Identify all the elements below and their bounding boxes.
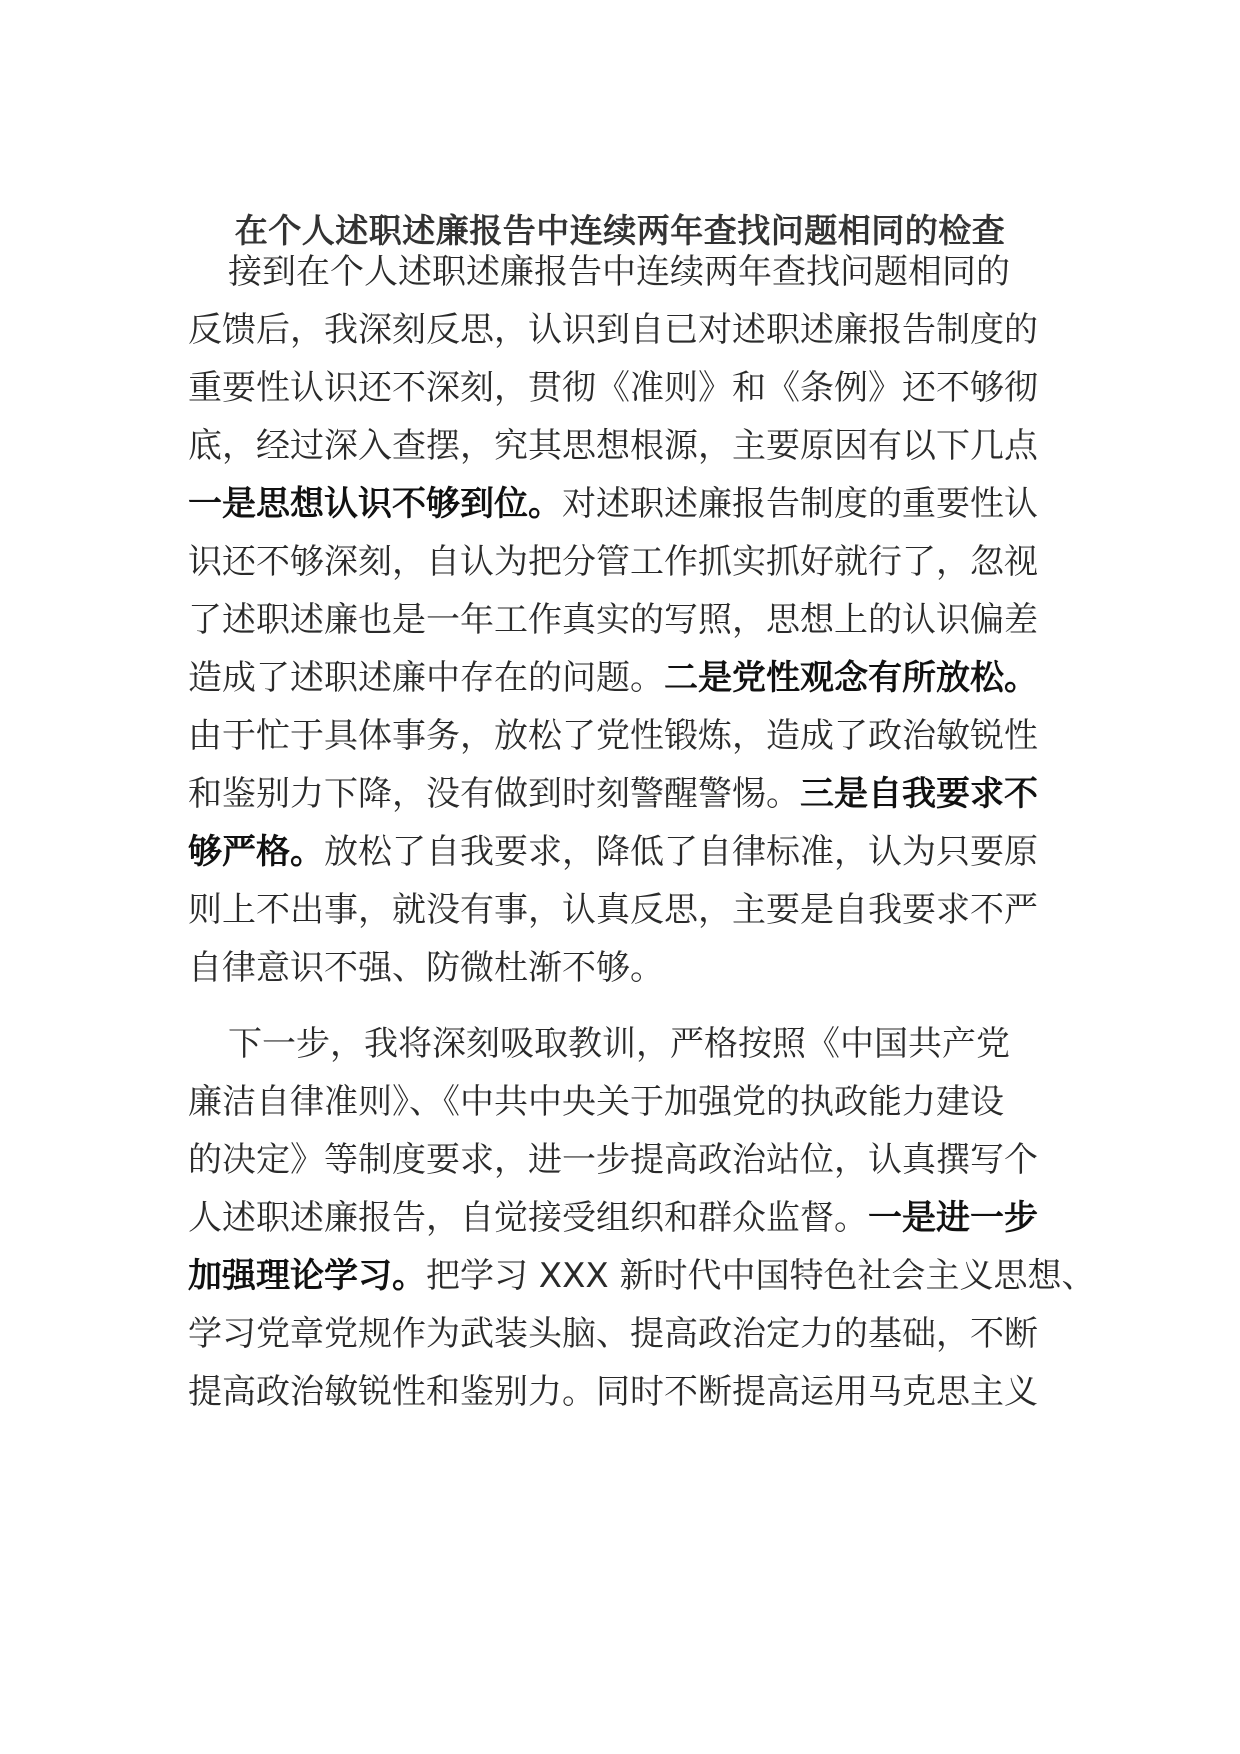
text-line: 和鉴别力下降，没有做到时刻警醒警惕。三是自我要求不: [188, 774, 1038, 814]
text-line: 下一步，我将深刻吸取教训，严格按照《中国共产党: [228, 1024, 1010, 1064]
text-line: 由于忙于具体事务，放松了党性锻炼，造成了政治敏锐性: [188, 716, 1038, 756]
text-line: 加强理论学习。把学习 XXX 新时代中国特色社会主义思想、: [188, 1256, 1096, 1296]
bold-heading: 三是自我要求不: [800, 774, 1038, 814]
text-line: 自律意识不强、防微杜渐不够。: [188, 948, 664, 988]
text-line: 接到在个人述职述廉报告中连续两年查找问题相同的: [228, 252, 1010, 292]
text-line: 造成了述职述廉中存在的问题。二是党性观念有所放松。: [188, 658, 1038, 698]
text-line: 则上不出事，就没有事，认真反思，主要是自我要求不严: [188, 890, 1038, 930]
document-title: 在个人述职述廉报告中连续两年查找问题相同的检查: [234, 211, 1006, 250]
bold-heading: 加强理论学习。: [188, 1256, 426, 1296]
bold-heading: 二是党性观念有所放松。: [664, 658, 1038, 698]
bold-heading: 一是进一步: [868, 1198, 1038, 1238]
bold-heading: 够严格。: [188, 832, 324, 872]
text-line: 识还不够深刻，自认为把分管工作抓实抓好就行了，忽视: [188, 542, 1038, 582]
text-line: 一是思想认识不够到位。对述职述廉报告制度的重要性认: [188, 484, 1038, 524]
bold-heading: 一是思想认识不够到位。: [188, 484, 562, 524]
text-line: 的决定》等制度要求，进一步提高政治站位，认真撰写个: [188, 1140, 1038, 1180]
text-line: 学习党章党规作为武装头脑、提高政治定力的基础，不断: [188, 1314, 1038, 1354]
text-line: 重要性认识还不深刻，贯彻《准则》和《条例》还不够彻: [188, 368, 1038, 408]
text-line: 反馈后，我深刻反思，认识到自已对述职述廉报告制度的: [188, 310, 1038, 350]
text-line: 了述职述廉也是一年工作真实的写照，思想上的认识偏差: [188, 600, 1038, 640]
text-line: 够严格。放松了自我要求，降低了自律标准，认为只要原: [188, 832, 1038, 872]
text-line: 底，经过深入查摆，究其思想根源，主要原因有以下几点: [188, 426, 1038, 466]
text-line: 人述职述廉报告，自觉接受组织和群众监督。一是进一步: [188, 1198, 1038, 1238]
text-line: 廉洁自律准则》、《中共中央关于加强党的执政能力建设: [188, 1082, 1004, 1122]
text-line: 提高政治敏锐性和鉴别力。同时不断提高运用马克思主义: [188, 1372, 1038, 1412]
